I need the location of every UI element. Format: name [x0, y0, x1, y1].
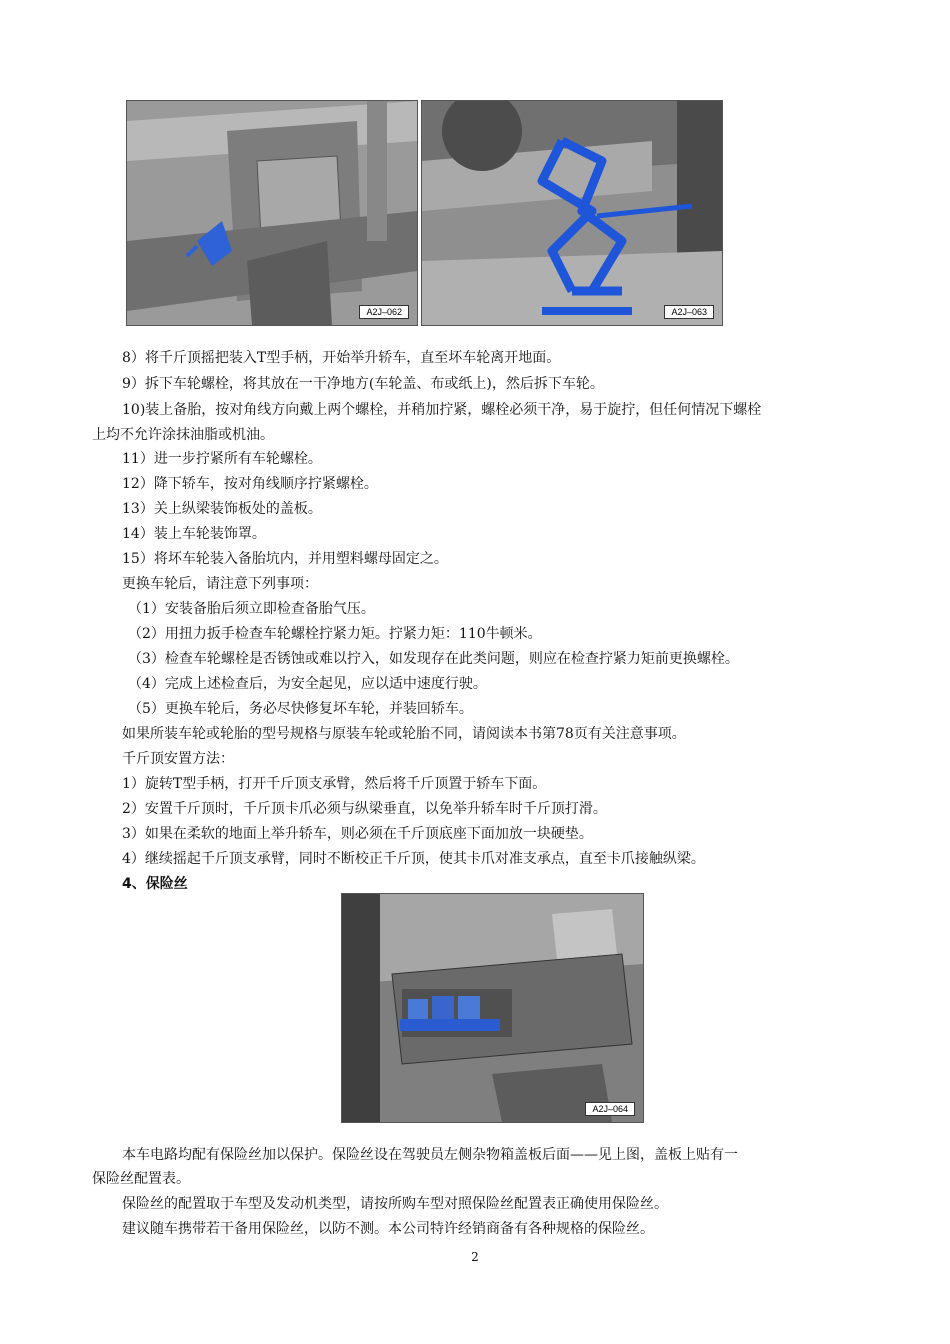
- fuse-paragraph-1-continued: 保险丝配置表。: [92, 1171, 190, 1187]
- figure-code: A2J–063: [664, 305, 714, 319]
- figure-code: A2J–064: [585, 1102, 635, 1116]
- jack-title: 千斤顶安置方法：: [122, 751, 234, 767]
- step-8: 8）将千斤顶摇把装入T型手柄，开始举升轿车，直至坏车轮离开地面。: [122, 350, 561, 366]
- step-15: 15）将坏车轮装入备胎坑内，并用塑料螺母固定之。: [122, 551, 448, 567]
- step-9: 9）拆下车轮螺栓，将其放在一干净地方(车轮盖、布或纸上)，然后拆下车轮。: [122, 376, 604, 392]
- jack-item-4: 4）继续摇起千斤顶支承臂，同时不断校正千斤顶，使其卡爪对准支承点，直至卡爪接触纵梁。: [122, 851, 705, 867]
- after-change-title: 更换车轮后，请注意下列事项：: [122, 576, 318, 592]
- after-change-item-5: （5）更换车轮后，务必尽快修复坏车轮，并装回轿车。: [128, 701, 473, 717]
- step-10-continued: 上均不允许涂抹油脂或机油。: [92, 427, 274, 443]
- figure-code: A2J–062: [359, 305, 409, 319]
- step-11: 11）进一步拧紧所有车轮螺栓。: [122, 451, 322, 467]
- page-number: 2: [471, 1250, 479, 1264]
- after-change-item-2: （2）用扭力扳手检查车轮螺栓拧紧力矩。拧紧力矩：110牛顿米。: [128, 626, 542, 642]
- jack-item-2: 2）安置千斤顶时，千斤顶卡爪必须与纵梁垂直，以免举升轿车时千斤顶打滑。: [122, 801, 607, 817]
- fuse-paragraph-2: 保险丝的配置取于车型及发动机类型，请按所购车型对照保险丝配置表正确使用保险丝。: [122, 1196, 668, 1212]
- after-change-item-3: （3）检查车轮螺栓是否锈蚀或难以拧入，如发现存在此类问题，则应在检查拧紧力矩前更换螺栓。: [128, 651, 739, 667]
- jack-item-3: 3）如果在柔软的地面上举升轿车，则必须在千斤顶底座下面加放一块硬垫。: [122, 826, 593, 842]
- after-change-note: 如果所装车轮或轮胎的型号规格与原装车轮或轮胎不同，请阅读本书第78页有关注意事项。: [122, 726, 686, 742]
- jack-item-1: 1）旋转T型手柄，打开千斤顶支承臂，然后将千斤顶置于轿车下面。: [122, 776, 547, 792]
- fuse-paragraph-3: 建议随车携带若干备用保险丝，以防不测。本公司特许经销商备有各种规格的保险丝。: [122, 1221, 654, 1237]
- step-12: 12）降下轿车，按对角线顺序拧紧螺栓。: [122, 476, 378, 492]
- fuse-paragraph-1: 本车电路均配有保险丝加以保护。保险丝设在驾驶员左侧杂物箱盖板后面——见上图，盖板上贴有一: [122, 1147, 738, 1163]
- section-heading-fuse: 4、保险丝: [122, 876, 188, 892]
- after-change-item-1: （1）安装备胎后须立即检查备胎气压。: [128, 601, 375, 617]
- step-14: 14）装上车轮装饰罩。: [122, 526, 266, 542]
- step-13: 13）关上纵梁装饰板处的盖板。: [122, 501, 322, 517]
- figure-fuse-box: [341, 893, 644, 1123]
- step-10: 10)装上备胎，按对角线方向戴上两个螺栓，并稍加拧紧，螺栓必须干净，易于旋拧，但任何情况下螺栓: [122, 402, 762, 418]
- after-change-item-4: （4）完成上述检查后，为安全起见，应以适中速度行驶。: [128, 676, 487, 692]
- figure-scissor-jack: [421, 100, 723, 326]
- figure-jack-point: [126, 100, 418, 326]
